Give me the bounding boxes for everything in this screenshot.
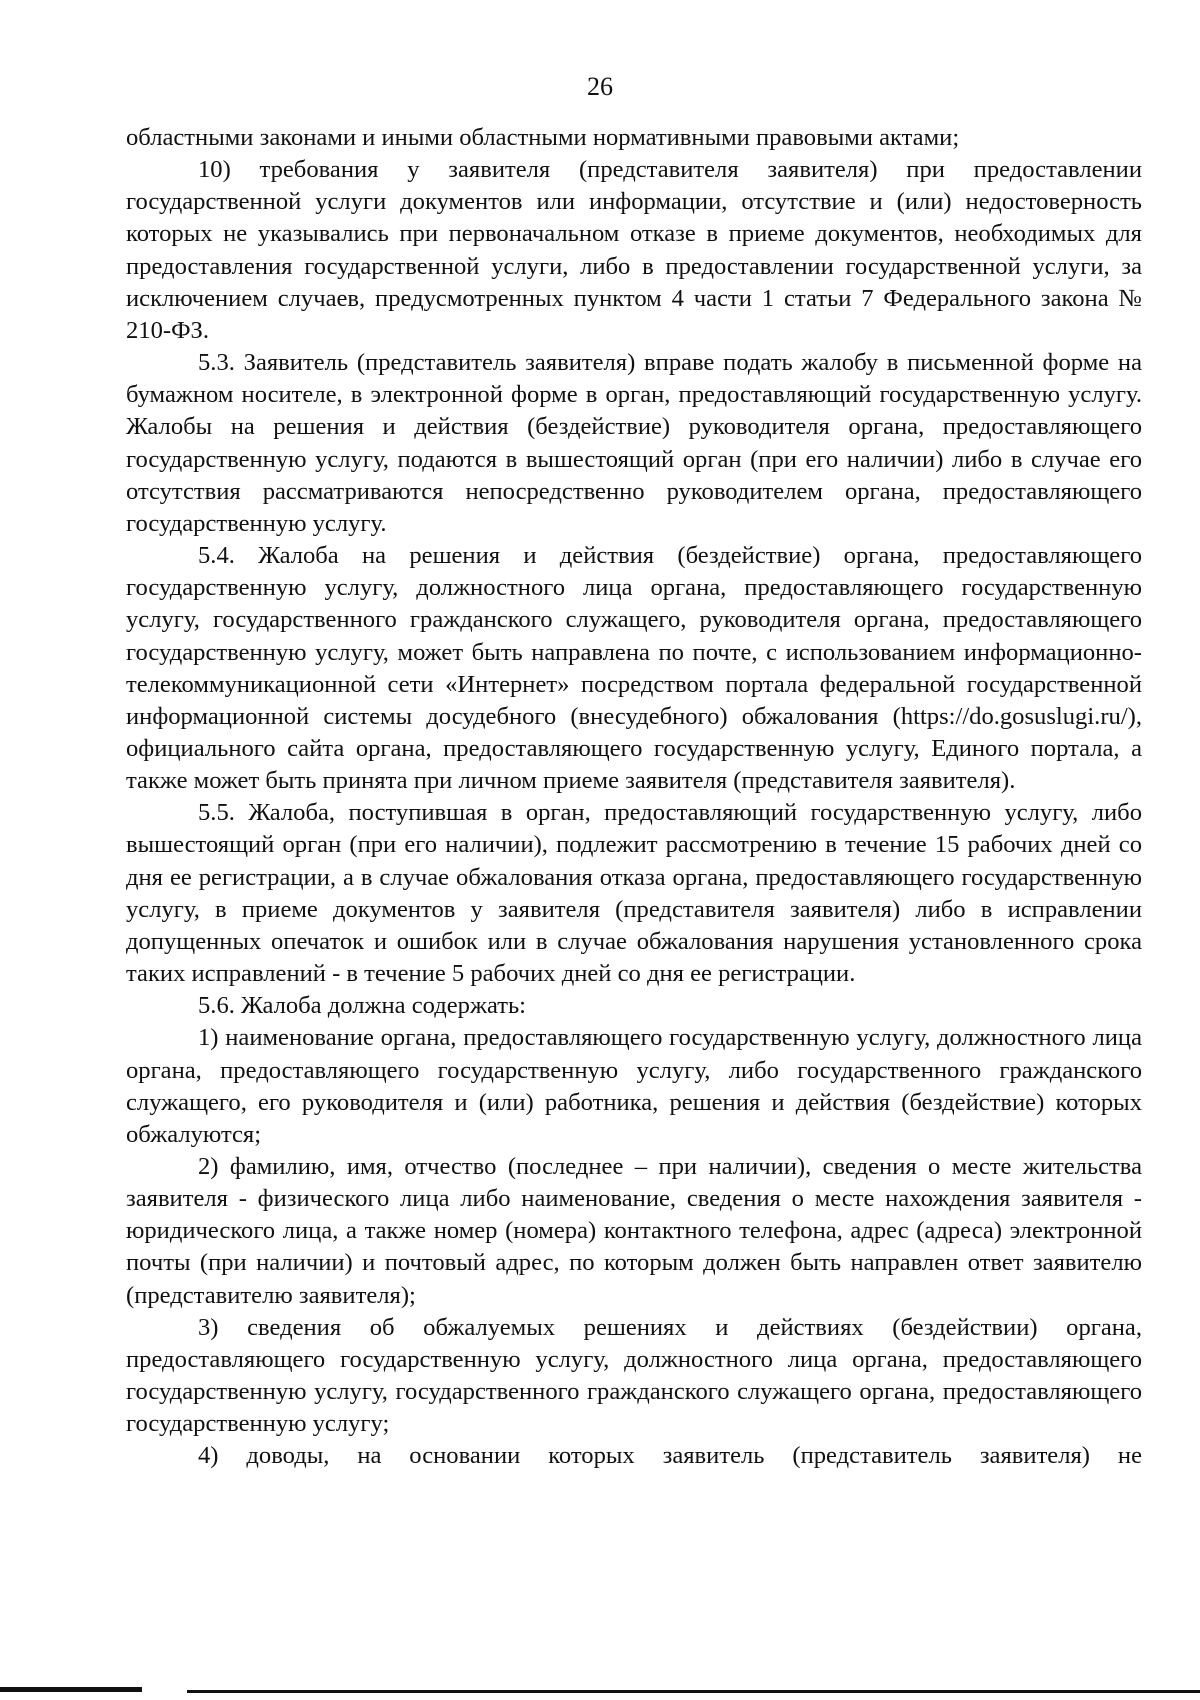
scan-edge-line-left [0,1687,142,1692]
paragraph-5-6: 5.6. Жалоба должна содержать: [198,992,527,1020]
paragraph-continuation: областными законами и иными областными нормативными правовыми актами; [126,124,960,151]
document-body [126,122,1142,1473]
list-item-4: 4) доводы, на основании которых заявитель (представитель заявителя) не [198,1442,1142,1470]
list-item-1: 1) наименование органа, предоставляющего государственную услугу, должностного лица органа, предоставляющего государственную услугу, либо государственного гражданского служащего, его руководителя и (или) работника, решения и действия (бездействие) которых обжалуются; [126,1024,1142,1148]
paragraph-item-10: 10) требования у заявителя (представителя заявителя) при предоставлении государственной услуги документов или информации, отсутствие и (или) недостоверность которых не указывались при первоначальном отказе в приеме документов, необходимых для предоставления государственной услуги, либо в предоставлении государственной услуги, за исключением случаев, предусмотренных пунктом 4 части 1 статьи 7 Федерального закона № 210-ФЗ. [126,156,1142,344]
list-item-3: 3) сведения об обжалуемых решениях и действиях (бездействии) органа, предоставляющего государственную услугу, должностного лица органа, предоставляющего государственную услугу, государственного гражданского служащего органа, предоставляющего государственную услугу; [126,1313,1142,1438]
scan-edge-line-right [187,1690,1200,1693]
paragraph-5-5: 5.5. Жалоба, поступившая в орган, предоставляющий государственную услугу, либо вышестоящий орган (при его наличии), подлежит рассмотрению в течение 15 рабочих дней со дня ее регистрации, а в случае обжалования отказа органа, предоставляющего государственную услугу, в приеме документов у заявителя (представителя заявителя) либо в исправлении допущенных опечаток и ошибок или в случае обжалования нарушения установленного срока таких исправлений - в течение 5 рабочих дней со дня ее регистрации. [126,799,1142,988]
page-number: 26 [587,72,613,101]
paragraph-5-4: 5.4. Жалоба на решения и действия (бездействие) органа, предоставляющего государственную услугу, должностного лица органа, предоставляющего государственную услугу, государственного гражданского служащего, руководителя органа, предоставляющего государственную услугу, может быть направлена по почте, с использованием информационно-телекоммуникационной сети «Интернет» посредством портала федеральной государственной информационной системы досудебного (внесудебного) обжалования (https://do.gosuslugi.ru/), официального сайта органа, предоставляющего государственную услугу, Единого портала, а также может быть принята при личном приеме заявителя (представителя заявителя). [126,542,1142,795]
paragraph-5-3: 5.3. Заявитель (представитель заявителя) вправе подать жалобу в письменной форме на бумажном носителе, в электронной форме в орган, предоставляющий государственную услугу. Жалобы на решения и действия (бездействие) руководителя органа, предоставляющего государственную услугу, подаются в вышестоящий орган (при его наличии) либо в случае его отсутствия рассматриваются непосредственно руководителем органа, предоставляющего государственную услугу. [126,349,1142,537]
list-item-2: 2) фамилию, имя, отчество (последнее – при наличии), сведения о месте жительства заявителя - физического лица либо наименование, сведения о месте нахождения заявителя - юридического лица, а также номер (номера) контактного телефона, адрес (адреса) электронной почты (при наличии) и почтовый адрес, по которым должен быть направлен ответ заявителю (представителю заявителя); [126,1153,1142,1309]
